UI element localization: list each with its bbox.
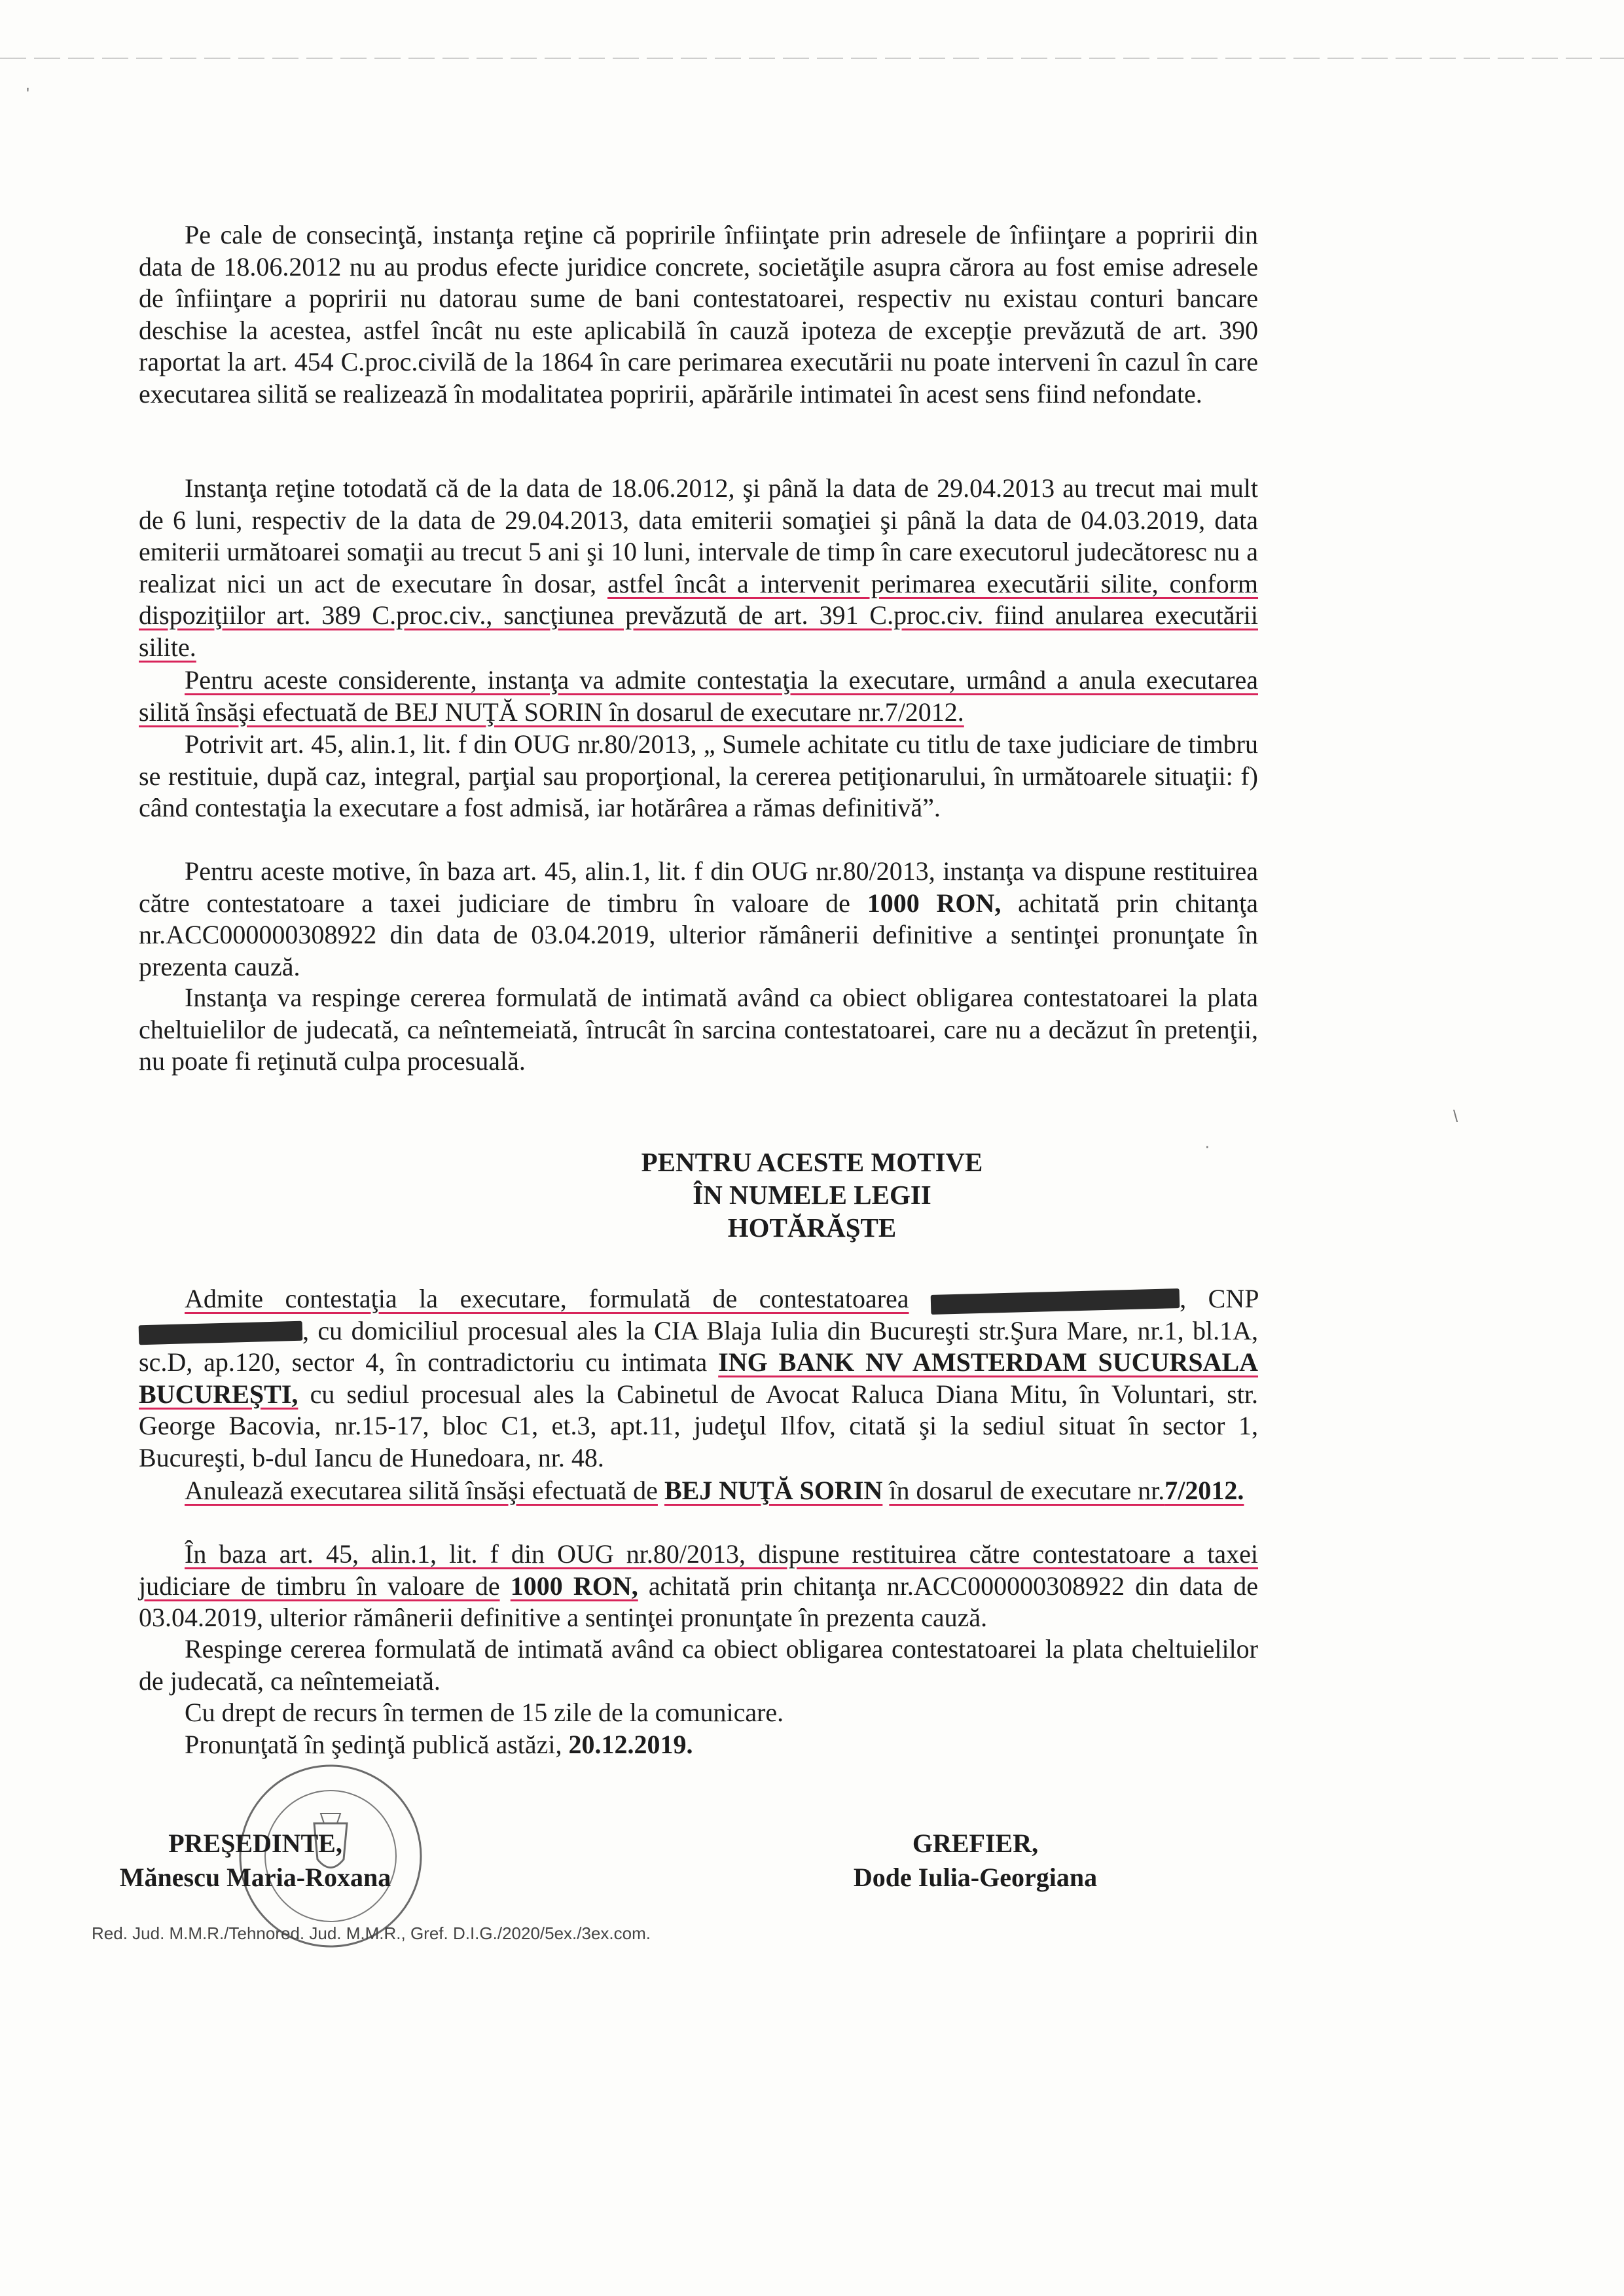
heading-numele-legii: ÎN NUMELE LEGII <box>693 1180 931 1210</box>
heading-hotaraste: HOTĂRĂŞTE <box>727 1212 897 1243</box>
paragraph-intervale-timp <box>139 473 1258 663</box>
dispositive-text: Cu drept de recurs în termen de 15 zile de la comunicare. <box>185 1698 784 1727</box>
dispositive-restituire <box>139 1539 1258 1634</box>
underlined-perimare-text: astfel încât a intervenit perimarea executării silite, conform dispoziţiilor art. 389 C.proc.civ., sancţiunea prevăzută de art. 391 C.proc.civ. fiind anularea executării silite. <box>139 568 1259 662</box>
amount-value: 1000 RON, <box>510 1571 638 1601</box>
dispositive-text: Anulează executarea silită însăşi efectuată de <box>185 1476 658 1505</box>
amount-value: 1000 RON, <box>867 888 1001 918</box>
scan-mark: · <box>1204 1136 1210 1156</box>
dispositive-recurs <box>139 1697 1258 1729</box>
paragraph-text: Pe cale de consecinţă, instanţa reţine că popririle înfiinţate prin adresele de înfiinţare a popririi din data de 18.06.2012 nu au produs efecte juridice concrete, societăţile asupra cărora au fost emise adresele de înfiinţare a popririi nu datorau sume de bani contestatoarei, respectiv nu existau conturi bancare deschise la acestea, astfel încât nu este aplicabilă în cauză ipoteza de excepţie prevăzută de art. 390 raportat la art. 454 C.proc.civilă de la 1864 în care perimarea executării nu poate interveni în cazul în care executarea silită se realizează în modalitatea popririi, apărările intimatei în acest sens fiind nefondate. <box>139 220 1258 409</box>
paragraph-text: achitată prin chitanţa nr.ACC000000308922 din data de 03.04.2019, ulterior rămânerii definitive a sentinţei pronunţate în prezenta cauză. <box>139 888 1259 981</box>
paragraph-text: Instanţa va respinge cererea formulată de intimată având ca obiect obligarea contestatoarei la plata cheltuielilor de judecată, ca neîntemeiată, întrucât în sarcina contestatoarei, care nu a decăzut în pretenţii, nu poate fi reţinută culpa procesuală. <box>139 983 1258 1076</box>
redacted-cnp <box>139 1321 303 1345</box>
paragraph-perimare-exceptie <box>139 219 1258 410</box>
redacted-name <box>931 1288 1180 1315</box>
dispositive-text: În baza art. 45, alin.1, lit. f din OUG nr.80/2013, dispune restituirea către contestatoare a taxei judiciare de timbru în valoare de <box>139 1539 1258 1601</box>
dispositive-text: , CNP <box>1180 1284 1259 1313</box>
pronouncement-date: 20.12.2019. <box>568 1730 693 1759</box>
scan-mark: \ <box>1453 1106 1458 1126</box>
dispositive-anuleaza <box>139 1475 1258 1507</box>
bank-name: ING BANK NV AMSTERDAM SUCURSALA BUCUREŞTI, <box>139 1347 1259 1409</box>
scan-mark: ' <box>26 84 29 103</box>
clerk-signature <box>805 1827 1146 1895</box>
dispositive-text: achitată prin chitanţa nr.ACC000000308922 din data de 03.04.2019, ulterior rămânerii definitive a sentinţei pronunţate în prezenta cauză. <box>139 1571 1258 1632</box>
dispositive-text: , cu domiciliul procesual ales la CIA Blaja Iulia din Bucureşti str.Şura Mare, nr.1, bl.1A, sc.D, ap.120, sector 4, în contradictoriu cu intimata <box>139 1315 1258 1377</box>
heading-motive: PENTRU ACESTE MOTIVE <box>641 1147 983 1177</box>
dosar-number: 7/2012. <box>1164 1476 1244 1505</box>
president-name: Mănescu Maria-Roxana <box>119 1863 391 1892</box>
dispositive-text: Respinge cererea formulată de intimată având ca obiect obligarea contestatoarei la plata cheltuielilor de judecată, ca neîntemeiată. <box>139 1634 1258 1696</box>
dispositive-text: cu sediul procesual ales la Cabinetul de Avocat Raluca Diana Mitu, în Voluntari, str. George Bacovia, nr.15-17, bloc C1, et.3, apt.11, judeţul Ilfov, citată şi la sediul situat în sector 1, Bucureşti, b-dul Iancu de Hunedoara, nr. 48. <box>139 1379 1259 1472</box>
paragraph-text: Potrivit art. 45, alin.1, lit. f din OUG nr.80/2013, „ Sumele achitate cu titlu de taxe judiciare de timbru se restituie, după caz, integral, parţial sau proporţional, la cererea petiţionarului, în următoarele situaţii: f) când contestaţia la executare a fost admisă, iar hotărârea a rămas definitivă”. <box>139 729 1258 822</box>
footer-redaction-note: Red. Jud. M.M.R./Tehnored. Jud. M.M.R., Gref. D.I.G./2020/5ex./3ex.com. <box>92 1923 651 1943</box>
clerk-name: Dode Iulia-Georgiana <box>853 1863 1098 1892</box>
paragraph-restituire-taxa <box>139 856 1258 983</box>
dispositive-text: Admite contestaţia la executare, formulată de contestatoarea <box>185 1284 909 1313</box>
bej-name: BEJ NUŢĂ SORIN <box>664 1476 883 1505</box>
paragraph-cheltuieli <box>139 982 1258 1078</box>
dispositive-pronuntata <box>139 1729 1258 1761</box>
underlined-considerente-text: Pentru aceste considerente, instanţa va admite contestaţia la executare, urmând a anula executarea silită însăşi efectuată de BEJ NUŢĂ SORIN în dosarul de executare nr.7/2012. <box>139 665 1258 727</box>
paragraph-oug-citat <box>139 729 1258 824</box>
paragraph-text: Pentru aceste motive, în baza art. 45, alin.1, lit. f din OUG nr.80/2013, instanţa va dispune restituirea către contestatoare a taxei judiciare de timbru în valoare de <box>139 856 1258 918</box>
dispositive-text: Pronunţată în şedinţă publică astăzi, <box>185 1730 562 1759</box>
president-title: PREŞEDINTE, <box>168 1829 342 1858</box>
clerk-title: GREFIER, <box>912 1829 1039 1858</box>
paragraph-text: Instanţa reţine totodată că de la data de 18.06.2012, şi până la data de 29.04.2013 au trecut mai mult de 6 luni, respectiv de la data de 29.04.2013, data emiterii somaţiei şi până la data de 04.03.2019, data emiterii următoarei somaţii au trecut 5 ani şi 10 luni, intervale de timp în care executorul judecătoresc nu a realizat nici un act de executare în dosar, <box>139 473 1258 598</box>
dispositive-admite <box>139 1283 1258 1474</box>
dispositive-respinge <box>139 1633 1258 1697</box>
dispositive-text: în dosarul de executare nr. <box>889 1476 1165 1505</box>
paragraph-considerente <box>139 665 1258 728</box>
president-signature <box>85 1827 425 1895</box>
